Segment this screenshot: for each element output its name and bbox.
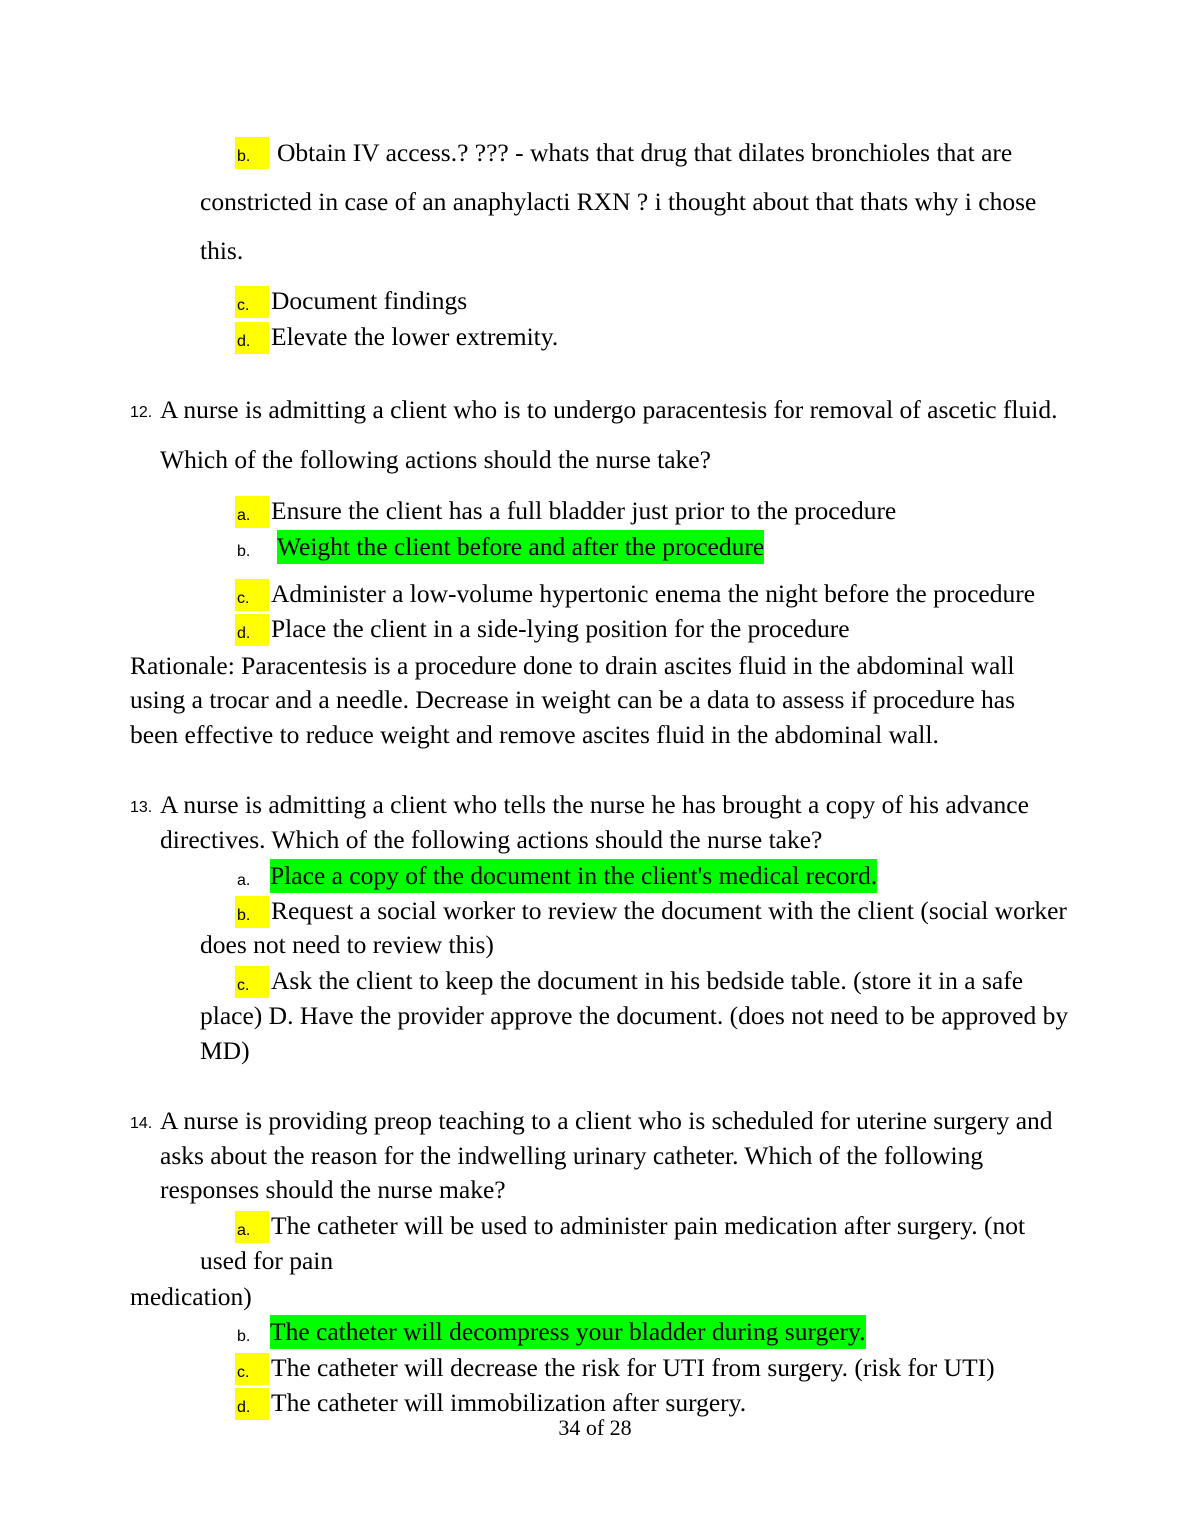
option-text: Request a social worker to review the document with the client (social worker xyxy=(271,896,1067,925)
option-marker: c. xyxy=(235,1353,269,1385)
option-marker: d. xyxy=(235,322,269,354)
option-marker: c. xyxy=(235,286,269,318)
option-text-continued: does not need to review this) xyxy=(200,930,494,959)
question-stem: directives. Which of the following actions should the nurse take? xyxy=(160,825,823,854)
question-stem: A nurse is admitting a client who tells the nurse he has brought a copy of his advance xyxy=(160,790,1029,819)
option-marker: b. xyxy=(235,137,269,169)
option-text: The catheter will be used to administer pain medication after surgery. (not xyxy=(271,1211,1026,1240)
question-number: 14. xyxy=(130,1115,153,1132)
option-text: Obtain IV access.? ??? - whats that drug that dilates bronchioles that are xyxy=(277,138,1013,167)
option-marker: a. xyxy=(235,496,269,528)
option-text: Ensure the client has a full bladder just prior to the procedure xyxy=(271,496,897,525)
rationale-text: Rationale: Paracentesis is a procedure done to drain ascites fluid in the abdominal wall xyxy=(130,651,1015,680)
option-text-continued: constricted in case of an anaphylacti RXN ? i thought about that thats why i chose xyxy=(200,187,1037,216)
option-text-continued: place) D. Have the provider approve the document. (does not need to be approved by xyxy=(200,1001,1069,1030)
correct-option-text: Weight the client before and after the procedure xyxy=(277,530,764,564)
question-stem: A nurse is admitting a client who is to undergo paracentesis for removal of ascetic fluid. xyxy=(160,395,1058,424)
option-marker: b. xyxy=(237,1328,251,1345)
option-text-continued: used for pain xyxy=(200,1246,334,1275)
option-text: Ask the client to keep the document in his bedside table. (store it in a safe xyxy=(271,966,1024,995)
option-text: Elevate the lower extremity. xyxy=(271,322,559,351)
page-number: 34 of 28 xyxy=(558,1415,632,1440)
option-text: Document findings xyxy=(271,286,468,315)
option-marker: d. xyxy=(235,1388,269,1420)
option-marker: d. xyxy=(235,614,269,646)
option-marker: b. xyxy=(237,543,251,560)
rationale-text: been effective to reduce weight and remove ascites fluid in the abdominal wall. xyxy=(130,720,939,749)
option-marker: c. xyxy=(235,579,269,611)
option-text: Administer a low-volume hypertonic enema the night before the procedure xyxy=(271,579,1036,608)
option-marker: a. xyxy=(235,1211,269,1243)
correct-option-text: Place a copy of the document in the client's medical record. xyxy=(270,859,877,893)
question-number: 13. xyxy=(130,799,153,816)
option-text-continued: MD) xyxy=(200,1036,250,1065)
question-stem: A nurse is providing preop teaching to a client who is scheduled for uterine surgery and xyxy=(160,1106,1053,1135)
question-stem: Which of the following actions should the nurse take? xyxy=(160,445,711,474)
option-text-continued: medication) xyxy=(130,1282,252,1311)
correct-option-text: The catheter will decompress your bladder during surgery. xyxy=(270,1315,866,1349)
option-marker: b. xyxy=(235,896,269,928)
option-text: Place the client in a side-lying position for the procedure xyxy=(271,614,850,643)
option-text: The catheter will decrease the risk for UTI from surgery. (risk for UTI) xyxy=(271,1353,995,1382)
option-marker: c. xyxy=(235,966,269,998)
option-text: The catheter will immobilization after surgery. xyxy=(271,1388,747,1417)
question-stem: responses should the nurse make? xyxy=(160,1175,506,1204)
question-number: 12. xyxy=(130,404,153,421)
question-stem: asks about the reason for the indwelling urinary catheter. Which of the following xyxy=(160,1141,984,1170)
option-marker: a. xyxy=(237,872,251,889)
option-text-continued: this. xyxy=(200,236,244,265)
rationale-text: using a trocar and a needle. Decrease in weight can be a data to assess if procedure has xyxy=(130,685,1016,714)
